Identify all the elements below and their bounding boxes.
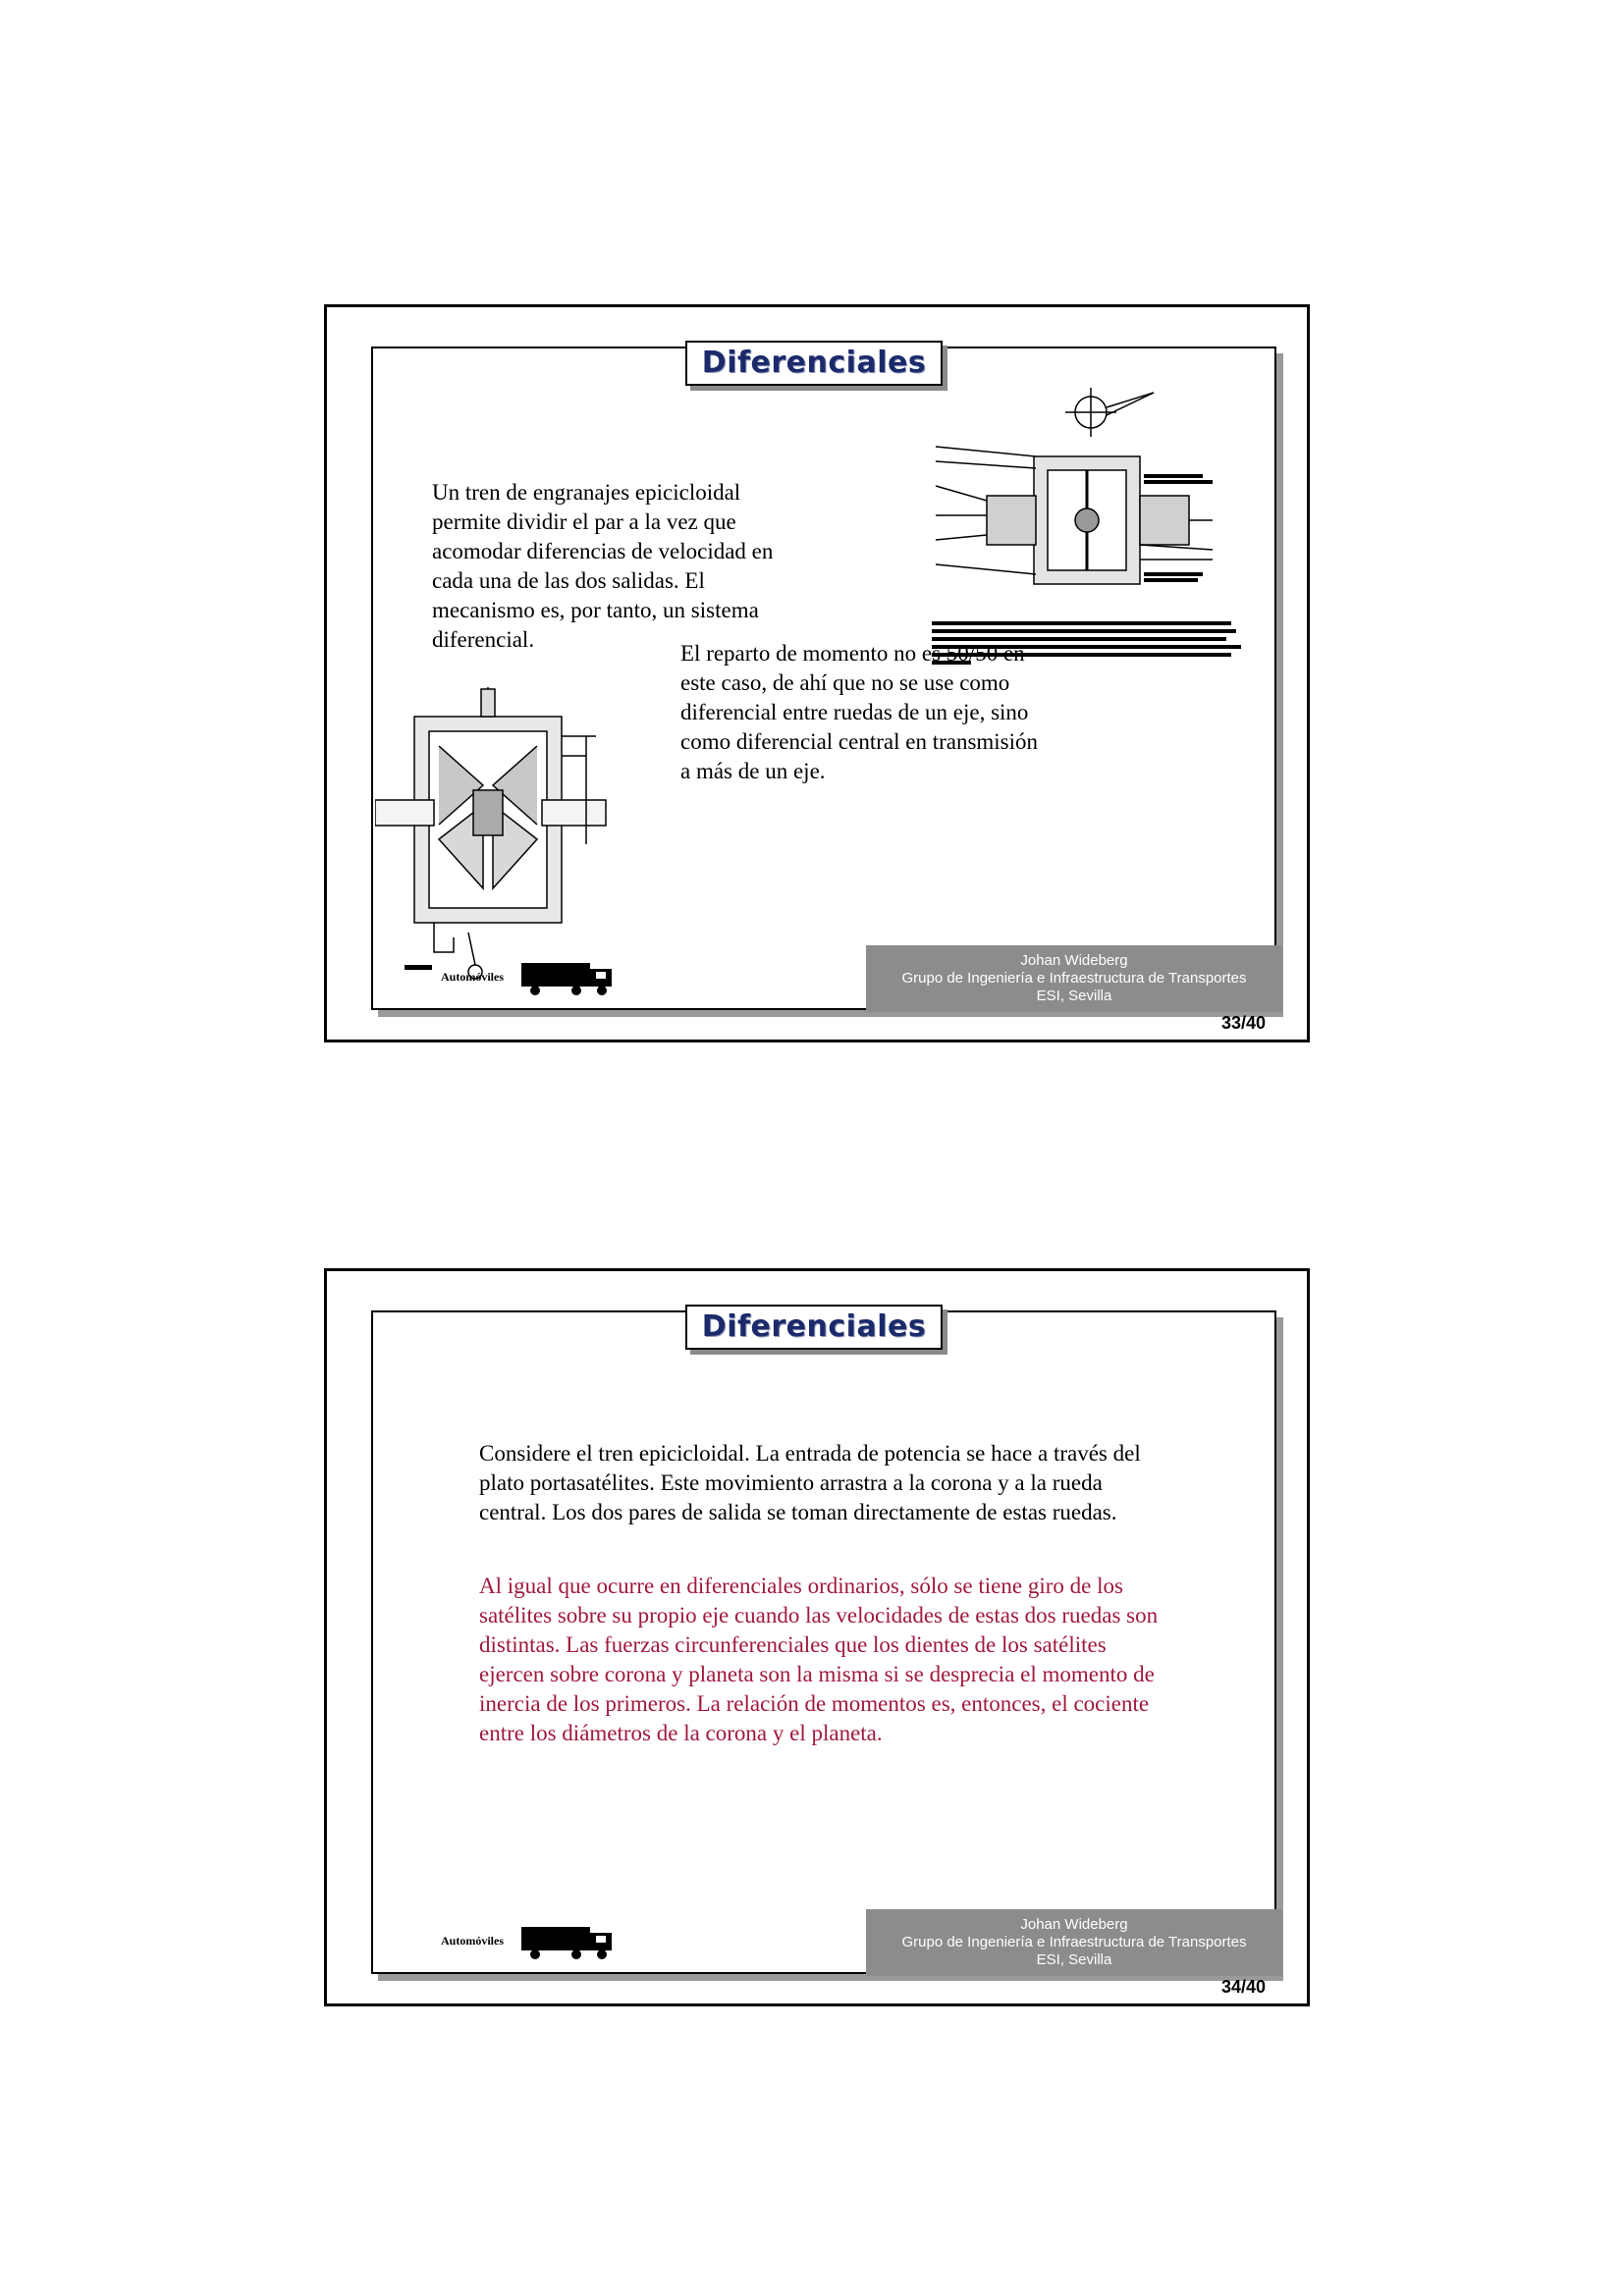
footer-author: Johan Wideberg [1020, 952, 1128, 969]
course-label: Automóviles [441, 1934, 504, 1948]
differential-cross-section [375, 687, 611, 991]
footer-credits [866, 1909, 1282, 1976]
page-number: 33/40 [1220, 1013, 1266, 1033]
truck-logo-icon [521, 1925, 616, 1960]
footer-school: ESI, Sevilla [1036, 1951, 1112, 1968]
slide-title: Diferenciales [685, 341, 943, 386]
truck-logo-icon [521, 961, 616, 996]
footer-school: ESI, Sevilla [1036, 988, 1112, 1004]
differential-section-drawing [918, 358, 1257, 682]
slide-content-frame [371, 347, 1276, 1010]
page-number: 34/40 [1220, 1977, 1266, 1997]
slide-content-frame [371, 1310, 1276, 1974]
torque-distribution-paragraph: El reparto de momento no es 50/50 en este caso, de ahí que no se use como diferencial entre ruedas de un eje, sino como diferencial central en transmisión a más de un eje. [680, 641, 1039, 783]
slide-34 [324, 1268, 1310, 2006]
footer-author: Johan Wideberg [1020, 1916, 1128, 1933]
slide-title: Diferenciales [685, 1305, 943, 1350]
intro-paragraph: Un tren de engranajes epicicloidal permite dividir el par a la vez que acomodar diferencias de velocidad en cada una de las dos salidas. El mecanismo es, por tanto, un sistema diferencial. [432, 480, 774, 652]
satellite-forces-paragraph: Al igual que ocurre en diferenciales ordinarios, sólo se tiene giro de los satélites sobre su propio eje cuando las velocidades de estas dos ruedas son distintas. Las fuerzas circunferenciales que los dientes de los satélites ejercen sobre corona y planeta son la misma si se desprecia el momento de inercia de los primeros. La relación de momentos es, entonces, el cociente entre los diámetros de la corona y el planeta. [479, 1574, 1159, 1745]
footer-group: Grupo de Ingeniería e Infraestructura de Transportes [901, 970, 1247, 987]
footer-group: Grupo de Ingeniería e Infraestructura de Transportes [901, 1934, 1247, 1950]
epicyclic-intro-paragraph: Considere el tren epicicloidal. La entrada de potencia se hace a través del plato portasatélites. Este movimiento arrastra a la corona y a la rueda central. Los dos pares de salida se toman directamente de estas ruedas. [479, 1441, 1141, 1524]
footer-credits [866, 945, 1282, 1012]
slide-33 [324, 304, 1310, 1042]
course-label: Automóviles [441, 970, 504, 984]
